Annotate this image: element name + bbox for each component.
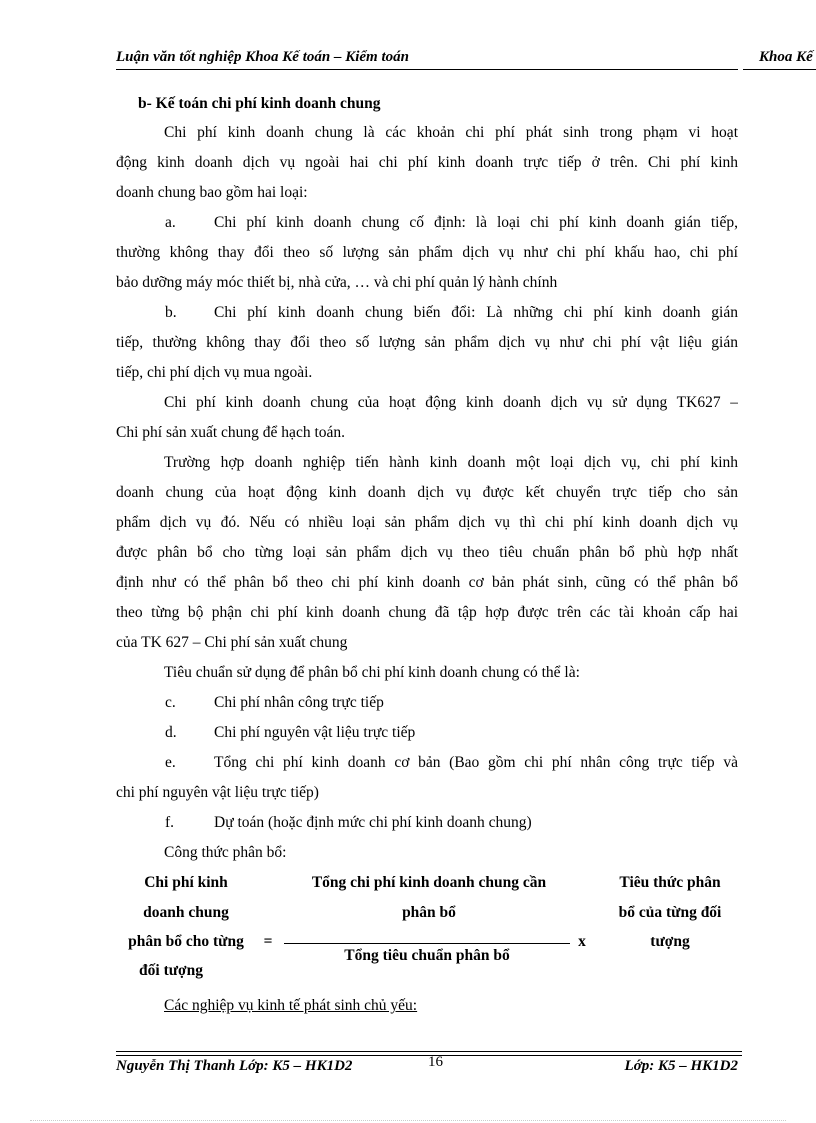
paragraph-line: Công thức phân bổ: [164, 844, 287, 861]
list-item-text: Chi phí kinh doanh chung biến đổi: Là những chi phí kinh doanh gián [214, 304, 738, 321]
paragraph-line: tiếp, thường không thay đổi theo số lượng sản phẩm dịch vụ như chi phí vật liệu gián [116, 334, 738, 351]
paragraph-line: theo từng bộ phận chi phí kinh doanh chung đã tập hợp được trên các tài khoản cấp hai [116, 604, 738, 621]
formula-denominator: Tổng tiêu chuẩn phân bổ [344, 947, 510, 964]
page-footer [116, 1054, 742, 1078]
footer-rule [116, 1051, 742, 1052]
formula-lhs-line: đối tượng [139, 962, 203, 979]
allocation-formula [116, 870, 738, 990]
formula-lhs-line: phân bổ cho từng [128, 933, 244, 950]
list-marker: b. [165, 304, 177, 321]
formula-times: x [578, 933, 586, 950]
page-number: 16 [428, 1054, 443, 1070]
paragraph-line: định như có thể phân bổ theo chi phí kinh doanh cơ bản phát sinh, cũng có thể phân bổ [116, 574, 738, 591]
header-rule [116, 69, 738, 70]
paragraph-line: chi phí nguyên vật liệu trực tiếp) [116, 784, 319, 801]
paragraph-line: phẩm dịch vụ đó. Nếu có nhiều loại sản phẩm dịch vụ thì chi phí kinh doanh dịch vụ [116, 514, 738, 531]
paragraph-line: được phân bổ cho từng loại sản phẩm dịch vụ theo tiêu chuẩn phân bổ phù hợp nhất [116, 544, 738, 561]
formula-equals: = [263, 933, 273, 950]
paragraph-line: Tiêu chuẩn sử dụng để phân bổ chi phí kinh doanh chung có thể là: [164, 664, 580, 681]
page-edge-dots [30, 1120, 786, 1121]
paragraph-line: thường không thay đổi theo số lượng sản phẩm dịch vụ như chi phí khấu hao, chi phí [116, 244, 738, 261]
list-marker: a. [165, 214, 176, 231]
paragraph-line: của TK 627 – Chi phí sản xuất chung [116, 634, 348, 651]
paragraph-line: Chi phí sản xuất chung để hạch toán. [116, 424, 346, 441]
paragraph-line: Trường hợp doanh nghiệp tiến hành kinh doanh một loại dịch vụ, chi phí kinh [164, 454, 738, 471]
footer-class: Lớp: K5 – HK1D2 [624, 1058, 738, 1074]
paragraph-line: doanh chung của hoạt động kinh doanh dịch vụ được kết chuyển trực tiếp cho sản [116, 484, 738, 501]
header-rule-right [743, 69, 816, 70]
formula-rhs-line: Tiêu thức phân [619, 874, 721, 891]
paragraph-line: Chi phí kinh doanh chung của hoạt động kinh doanh dịch vụ sử dụng TK627 – [164, 394, 738, 411]
section-title: b- Kế toán chi phí kinh doanh chung [138, 95, 381, 112]
list-item-text: Dự toán (hoặc định mức chi phí kinh doanh chung) [214, 814, 532, 831]
paragraph-line: tiếp, chi phí dịch vụ mua ngoài. [116, 364, 313, 381]
header-right-text: Khoa Kế [759, 49, 813, 65]
footer-author: Nguyễn Thị Thanh Lớp: K5 – HK1D2 [116, 1058, 353, 1074]
list-marker: e. [165, 754, 176, 771]
paragraph-line: Chi phí kinh doanh chung là các khoản chi phí phát sinh trong phạm vi hoạt [164, 124, 738, 141]
formula-lhs-line: doanh chung [143, 904, 229, 921]
list-marker: c. [165, 694, 176, 711]
paragraph-line: động kinh doanh dịch vụ ngoài hai chi phí kinh doanh trực tiếp ở trên. Chi phí kinh [116, 154, 738, 171]
closing-heading: Các nghiệp vụ kinh tế phát sinh chủ yếu: [164, 997, 418, 1014]
header-title: Luận văn tốt nghiệp Khoa Kế toán – Kiểm toán [116, 49, 409, 65]
paragraph-line: bảo dưỡng máy móc thiết bị, nhà cửa, … và chi phí quản lý hành chính [116, 274, 558, 291]
list-item-text: Tổng chi phí kinh doanh cơ bản (Bao gồm chi phí nhân công trực tiếp và [214, 754, 738, 771]
formula-rhs-line: bổ của từng đối [618, 904, 722, 921]
formula-rhs-line: tượng [650, 933, 690, 950]
page-header [116, 49, 816, 69]
list-item-text: Chi phí kinh doanh chung cố định: là loại chi phí kinh doanh gián tiếp, [214, 214, 738, 231]
list-marker: f. [165, 814, 175, 831]
formula-lhs-line: Chi phí kinh [144, 874, 228, 891]
list-item-text: Chi phí nhân công trực tiếp [214, 694, 384, 711]
list-item-text: Chi phí nguyên vật liệu trực tiếp [214, 724, 416, 741]
paragraph-line: doanh chung bao gồm hai loại: [116, 184, 308, 201]
list-marker: d. [165, 724, 177, 741]
formula-numerator: phân bổ [402, 904, 456, 921]
formula-numerator: Tổng chi phí kinh doanh chung cần [311, 874, 547, 891]
